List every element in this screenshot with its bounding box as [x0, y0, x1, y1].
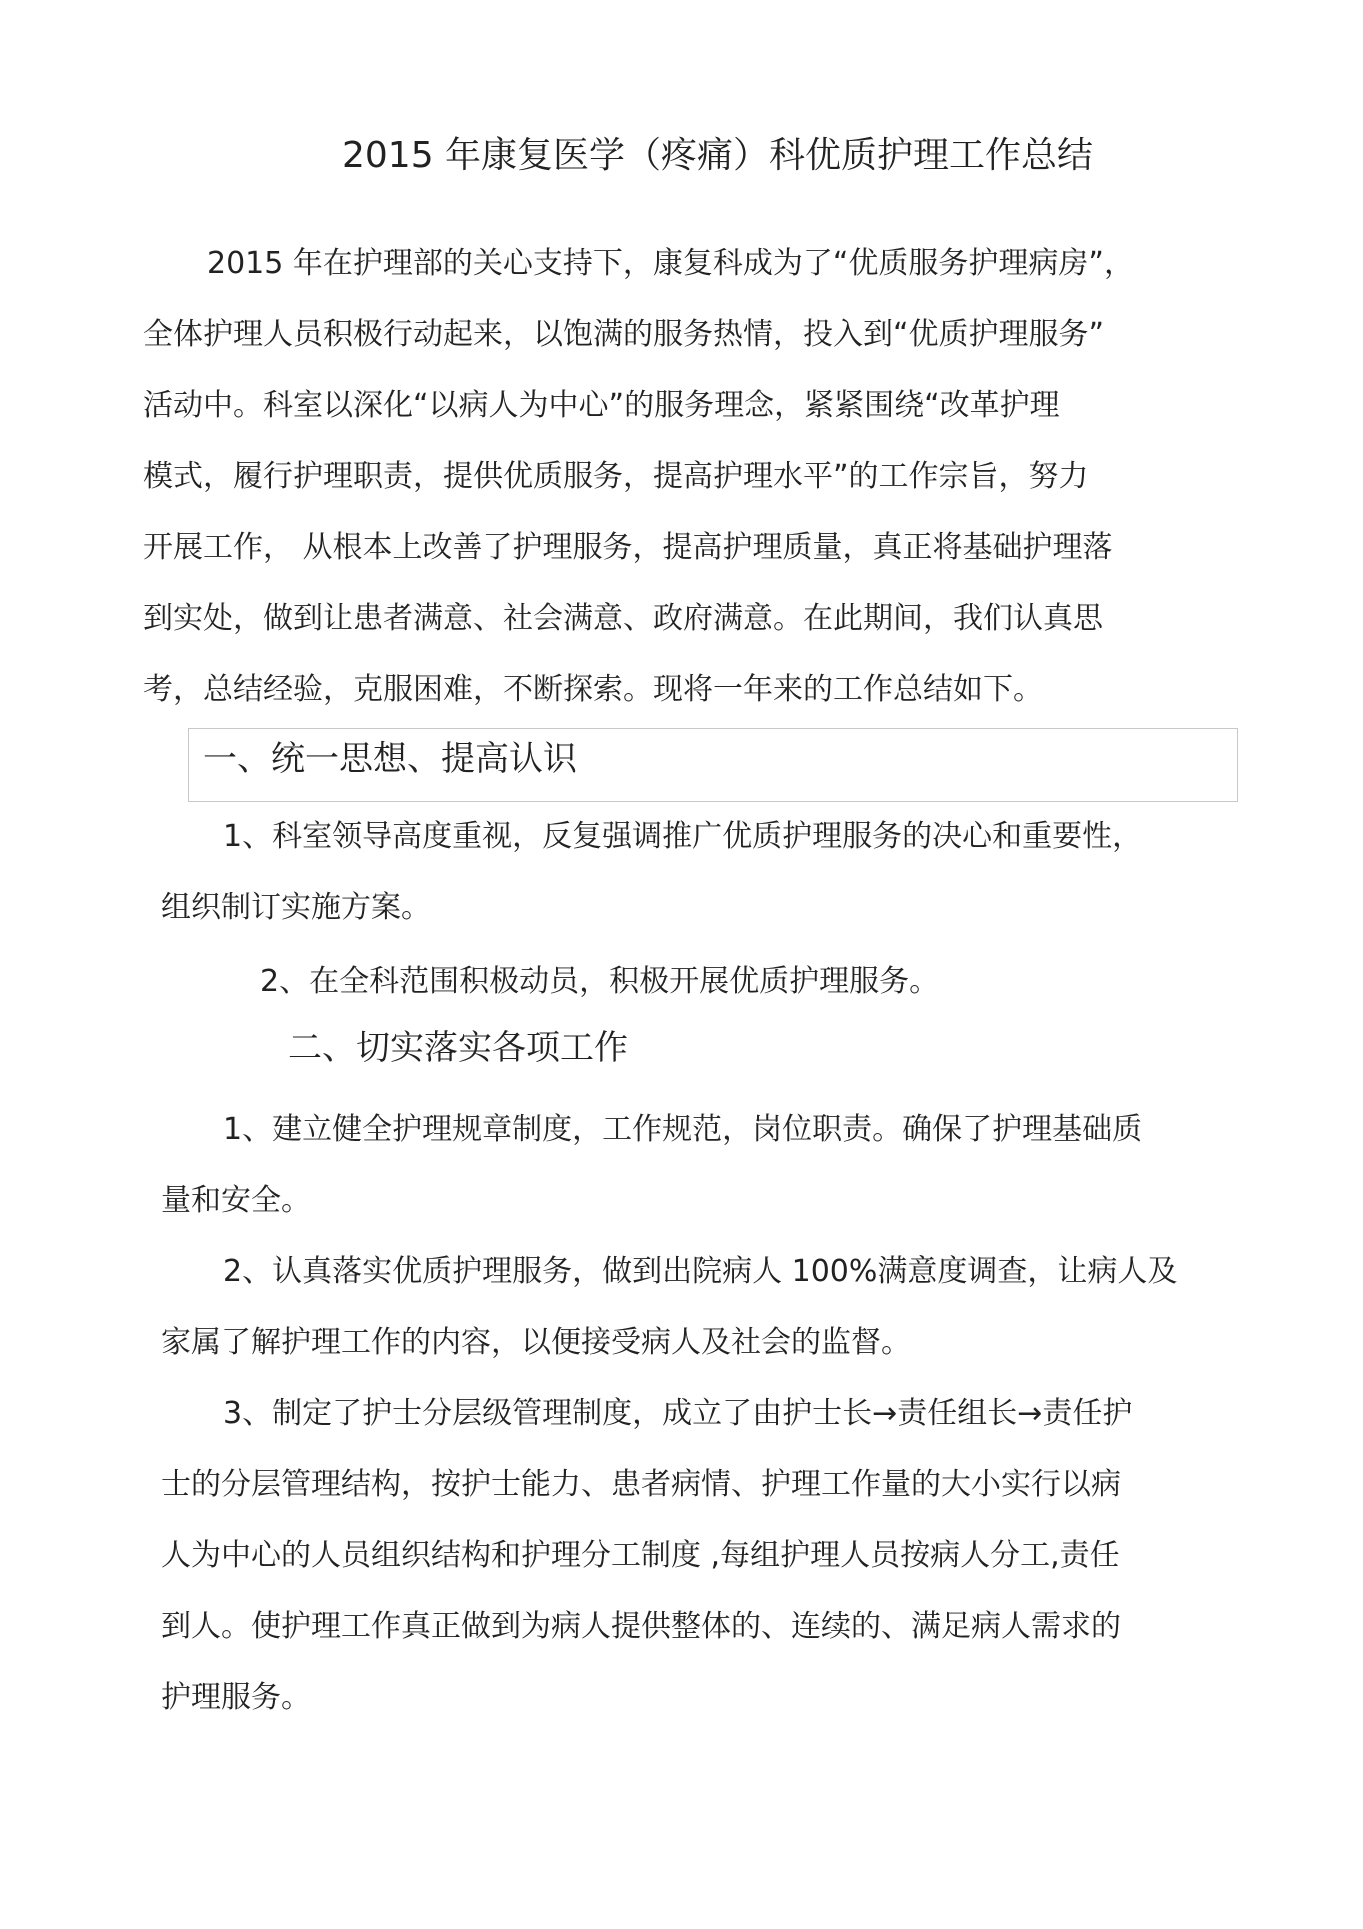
paragraph-line: 全体护理人员积极行动起来，以饱满的服务热情，投入到“优质护理服务” [143, 317, 1105, 352]
section-2-item-1-line: 1、建立健全护理规章制度，工作规范，岗位职责。确保了护理基础质 [223, 1112, 1143, 1147]
section-2-item-2-line: 2、认真落实优质护理服务，做到出院病人 100%满意度调查，让病人及 [223, 1254, 1178, 1289]
paragraph-line: 活动中。科室以深化“以病人为中心”的服务理念，紧紧围绕“改革护理 [143, 388, 1060, 423]
section-1-item-1-line: 1、科室领导高度重视，反复强调推广优质护理服务的决心和重要性， [223, 819, 1143, 854]
section-2-heading: 二、切实落实各项工作 [288, 1028, 628, 1068]
section-1-heading: 一、统一思想、提高认识 [203, 739, 577, 779]
section-2-item-1-line: 量和安全。 [161, 1183, 311, 1218]
paragraph-line: 到实处，做到让患者满意、社会满意、政府满意。在此期间，我们认真思 [143, 601, 1103, 636]
section-2-item-3-line: 士的分层管理结构，按护士能力、患者病情、护理工作量的大小实行以病 [161, 1467, 1121, 1502]
section-1-item-2: 2、在全科范围积极动员，积极开展优质护理服务。 [260, 964, 940, 999]
paragraph-line: 考，总结经验，克服困难，不断探索。现将一年来的工作总结如下。 [143, 672, 1043, 707]
document-title: 2015 年康复医学（疼痛）科优质护理工作总结 [342, 135, 1094, 176]
section-2-item-3-line: 人为中心的人员组织结构和护理分工制度 ,每组护理人员按病人分工,责任 [161, 1538, 1120, 1573]
paragraph-line: 模式，履行护理职责，提供优质服务，提高护理水平”的工作宗旨，努力 [143, 459, 1089, 494]
section-1-item-1-line: 组织制订实施方案。 [161, 890, 431, 925]
paragraph-line: 开展工作， 从根本上改善了护理服务，提高护理质量，真正将基础护理落 [143, 530, 1113, 565]
section-2-item-3-line: 到人。使护理工作真正做到为病人提供整体的、连续的、满足病人需求的 [161, 1609, 1121, 1644]
section-2-item-3-line: 护理服务。 [161, 1680, 311, 1715]
paragraph-line: 2015 年在护理部的关心支持下，康复科成为了“优质服务护理病房”， [207, 246, 1134, 281]
section-2-item-2-line: 家属了解护理工作的内容，以便接受病人及社会的监督。 [161, 1325, 911, 1360]
section-2-item-3-line: 3、制定了护士分层级管理制度，成立了由护士长→责任组长→责任护 [223, 1396, 1133, 1431]
